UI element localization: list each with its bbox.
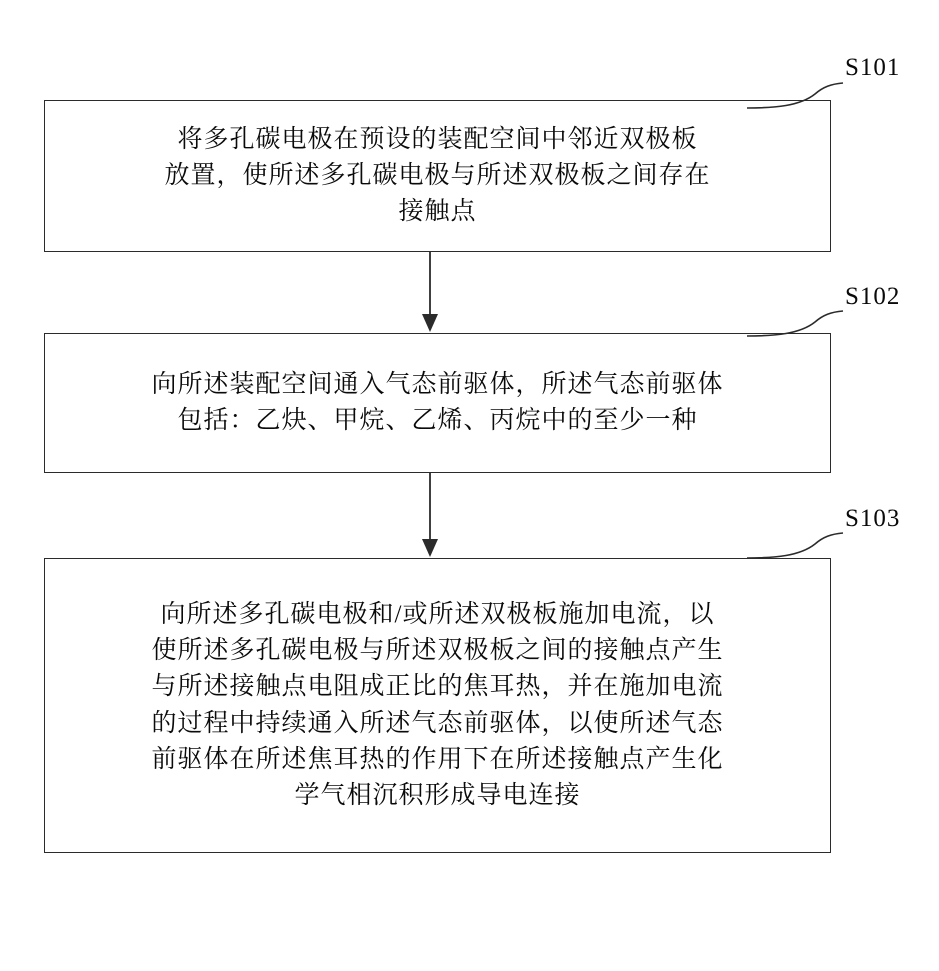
flow-step-s102-text: 向所述装配空间通入气态前驱体，所述气态前驱体 包括：乙炔、甲烷、乙烯、丙烷中的至少一种 (151, 370, 724, 434)
leader-line-s103 (745, 530, 845, 560)
flow-step-s102 (44, 333, 831, 473)
flow-step-s103 (44, 558, 831, 853)
connector-s102-s103 (410, 473, 450, 559)
flow-step-label-s102: S102 (845, 283, 901, 310)
leader-line-s102 (745, 308, 845, 338)
connector-s101-s102 (410, 252, 450, 334)
flow-step-s101-text: 将多孔碳电极在预设的装配空间中邻近双极板 放置，使所述多孔碳电极与所述双极板之间存在 接触点 (164, 125, 711, 226)
flow-step-s103-text: 向所述多孔碳电极和/或所述双极板施加电流，以 使所述多孔碳电极与所述双极板之间的接触点产生 与所述接触点电阻成正比的焦耳热，并在施加电流 的过程中持续通入所述气态前驱体，以使所述气态 前驱体在所述焦耳热的作用下在所述接触点产生化 学气相沉积形成导电连接 (151, 600, 724, 809)
flow-step-s101 (44, 100, 831, 252)
leader-line-s101 (745, 80, 845, 110)
flow-step-label-s103: S103 (845, 505, 901, 532)
flow-step-label-s101: S101 (845, 54, 901, 81)
